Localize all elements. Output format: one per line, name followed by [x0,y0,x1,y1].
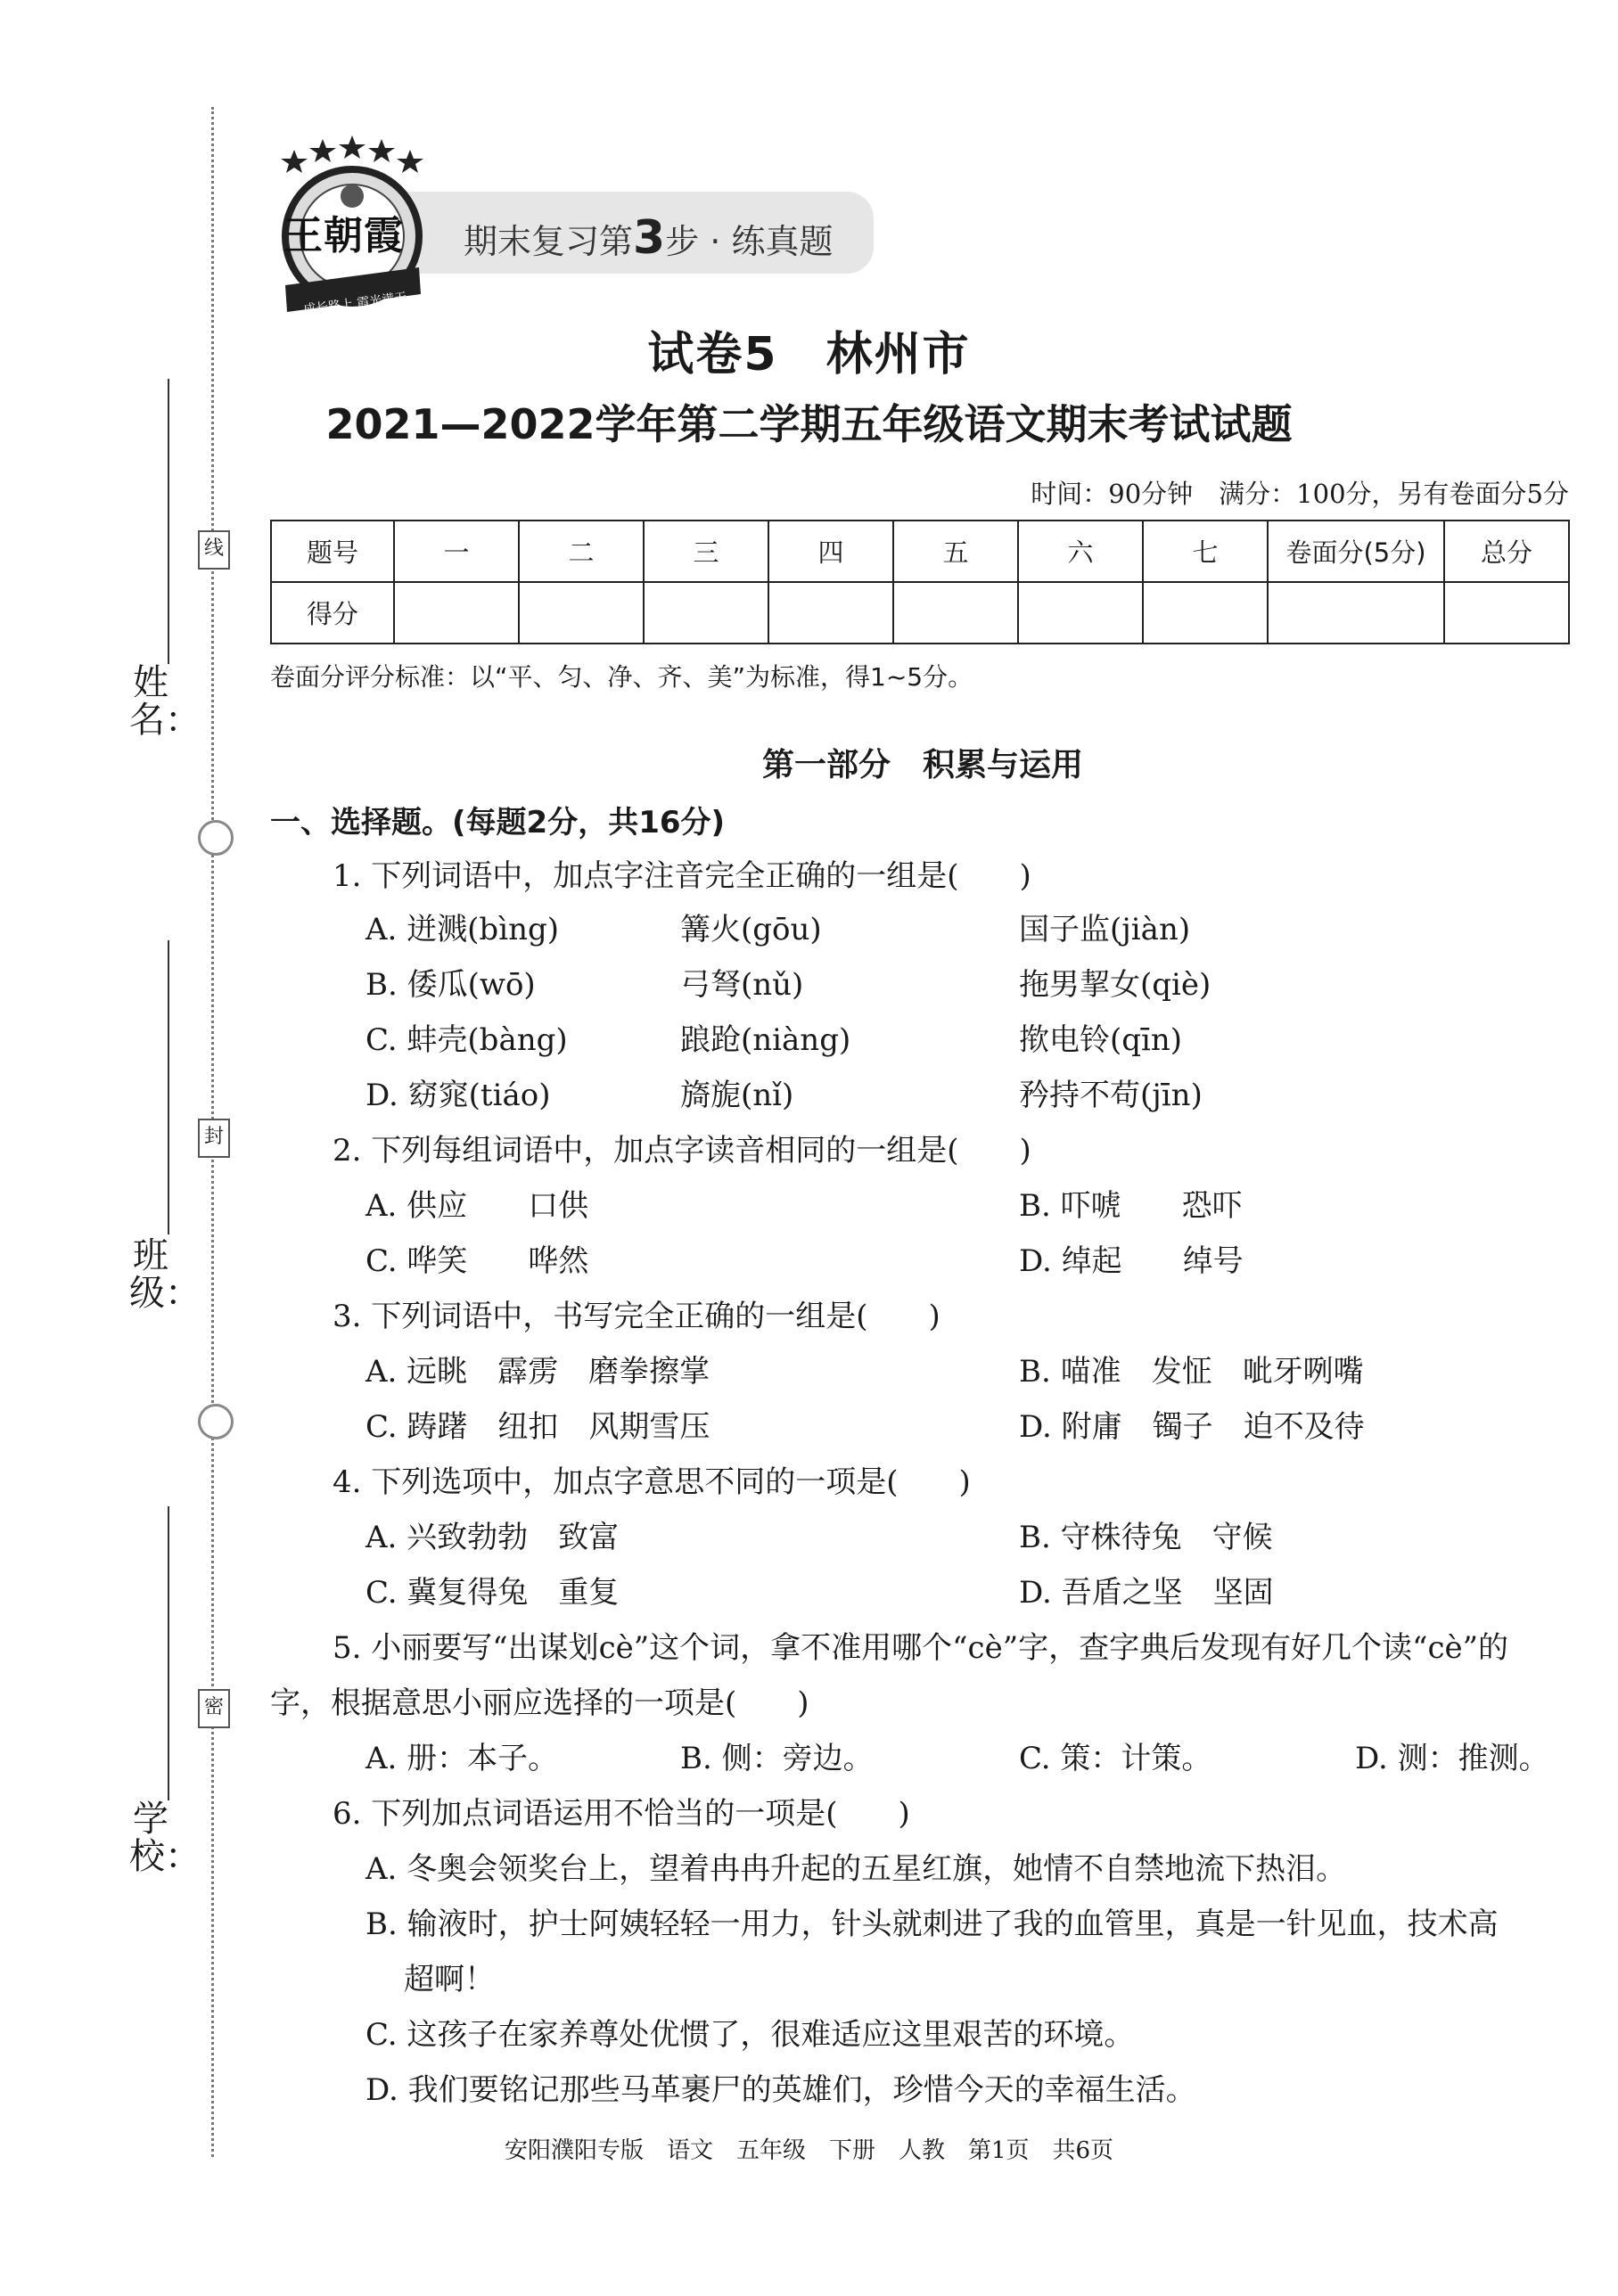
row-label: 得分 [271,582,394,644]
score-cell[interactable] [768,582,893,644]
question-6-stem: 6. 下列加点词语运用不恰当的一项是( ) [333,1796,910,1832]
q4-option-d: D. 吾盾之坚 坚固 [1019,1575,1274,1611]
exam-info: 时间：90分钟 满分：100分，另有卷面分5分 [1031,479,1569,509]
paper-title: 试卷5 林州市 [647,328,971,381]
question-5-stem-cont: 字，根据意思小丽应选择的一项是( ) [270,1685,809,1721]
score-cell[interactable] [644,582,768,644]
table-header-cell: 七 [1143,521,1268,582]
table-header-cell: 二 [519,521,644,582]
q4-option-c: C. 冀复得兔 重复 [365,1575,620,1611]
score-table-header-row [271,521,1569,582]
score-cell[interactable] [1444,582,1569,644]
table-header-cell: 题号 [271,521,394,582]
question-2-stem: 2. 下列每组词语中，加点字读音相同的一组是( ) [333,1133,1031,1168]
q2-option-d: D. 绰起 绰号 [1019,1243,1244,1279]
q6-option-b: B. 输液时，护士阿姨轻轻一用力，针头就刺进了我的血管里，真是一针见血，技术高 [365,1906,1499,1942]
seal-char-feng: 封 [198,1119,230,1158]
score-cell[interactable] [1018,582,1143,644]
question-4-stem: 4. 下列选项中，加点字意思不同的一项是( ) [333,1464,971,1500]
logo-text: 王朝霞 [283,213,404,258]
question-5-stem: 5. 小丽要写“出谋划cè”这个词，拿不准用哪个“cè”字，查字典后发现有好几个读“cè”的 [333,1630,1509,1666]
table-header-cell: 三 [644,521,768,582]
class-blank-line[interactable] [168,940,169,1234]
question-1-stem: 1. 下列词语中，加点字注音完全正确的一组是( ) [333,858,1031,894]
q1-option-a3: 国子监(jiàn) [1019,912,1191,947]
seal-char-xian: 线 [198,530,230,570]
q3-option-c: C. 踌躇 纽扣 风期雪压 [365,1409,710,1445]
q1-option-b1: B. 倭瓜(wō) [365,967,536,1003]
seal-ornament [198,820,234,856]
table-header-cell: 五 [893,521,1018,582]
q3-option-d: D. 附庸 镯子 迫不及待 [1019,1409,1365,1445]
score-cell[interactable] [893,582,1018,644]
table-header-cell: 六 [1018,521,1143,582]
score-cell[interactable] [394,582,519,644]
q5-option-a: A. 册：本子。 [365,1741,559,1776]
q2-option-c: C. 哗笑 哗然 [365,1243,589,1279]
q1-option-b2: 弓弩(nǔ) [680,967,804,1003]
school-label: 学校： [129,1799,201,1877]
school-blank-line[interactable] [168,1506,169,1800]
question-group-title: 一、选择题。(每题2分，共16分) [270,805,726,840]
score-cell[interactable] [1143,582,1268,644]
table-header-cell: 总分 [1444,521,1569,582]
q1-option-d3: 矜持不苟(jīn) [1019,1078,1203,1113]
logo-ribbon-text: 成长路上 霞光满天 [302,290,408,318]
q1-option-a1: A. 迸溅(bìng) [365,912,559,947]
paper-subtitle: 2021—2022学年第二学期五年级语文期末考试试题 [325,400,1293,448]
q1-option-c1: C. 蚌壳(bàng) [365,1022,568,1058]
q6-option-a: A. 冬奥会领奖台上，望着冉冉升起的五星红旗，她情不自禁地流下热泪。 [365,1851,1347,1887]
q6-option-b-cont: 超啊！ [404,1962,495,1997]
banner-title: 期末复习第3步 · 练真题 [464,211,834,265]
q5-option-d: D. 测：推测。 [1355,1741,1549,1776]
q2-option-a: A. 供应 口供 [365,1188,589,1224]
q6-option-d: D. 我们要铭记那些马革裹尸的英雄们，珍惜今天的幸福生活。 [365,2072,1196,2108]
name-label: 姓名： [129,662,201,741]
seal-ornament [198,1404,234,1439]
question-3-stem: 3. 下列词语中，书写完全正确的一组是( ) [333,1299,940,1334]
seal-char-mi: 密 [198,1689,230,1728]
q4-option-b: B. 守株待兔 守候 [1019,1520,1273,1555]
q1-option-d2: 旖旎(nǐ) [680,1078,794,1113]
table-header-cell: 卷面分(5分) [1268,521,1444,582]
page-footer: 安阳濮阳专版 语文 五年级 下册 人教 第1页 共6页 [504,2137,1114,2164]
q3-option-b: B. 喵准 发怔 呲牙咧嘴 [1019,1354,1364,1390]
q1-option-a2: 篝火(gōu) [680,912,822,947]
table-header-cell: 一 [394,521,519,582]
q3-option-a: A. 远眺 霹雳 磨拳擦掌 [365,1354,710,1390]
q6-option-c: C. 这孩子在家养尊处优惯了，很难适应这里艰苦的环境。 [365,2017,1135,2053]
q2-option-b: B. 吓唬 恐吓 [1019,1188,1243,1224]
score-cell[interactable] [519,582,644,644]
q1-option-b3: 拖男挈女(qiè) [1019,967,1211,1003]
table-header-cell: 四 [768,521,893,582]
q1-option-c3: 揿电铃(qīn) [1019,1022,1183,1058]
neatness-criterion: 卷面分评分标准：以“平、匀、净、齐、美”为标准，得1~5分。 [270,662,973,692]
q1-option-c2: 踉跄(niàng) [680,1022,851,1058]
q5-option-b: B. 侧：旁边。 [680,1741,874,1776]
q4-option-a: A. 兴致勃勃 致富 [365,1520,620,1555]
section-title: 第一部分 积累与运用 [761,747,1083,783]
q1-option-d1: D. 窈窕(tiáo) [365,1078,551,1113]
score-cell[interactable] [1268,582,1444,644]
class-label: 班级： [129,1235,201,1314]
q5-option-c: C. 策：计策。 [1019,1741,1212,1776]
score-table-row [271,582,1569,644]
score-table [270,520,1570,644]
